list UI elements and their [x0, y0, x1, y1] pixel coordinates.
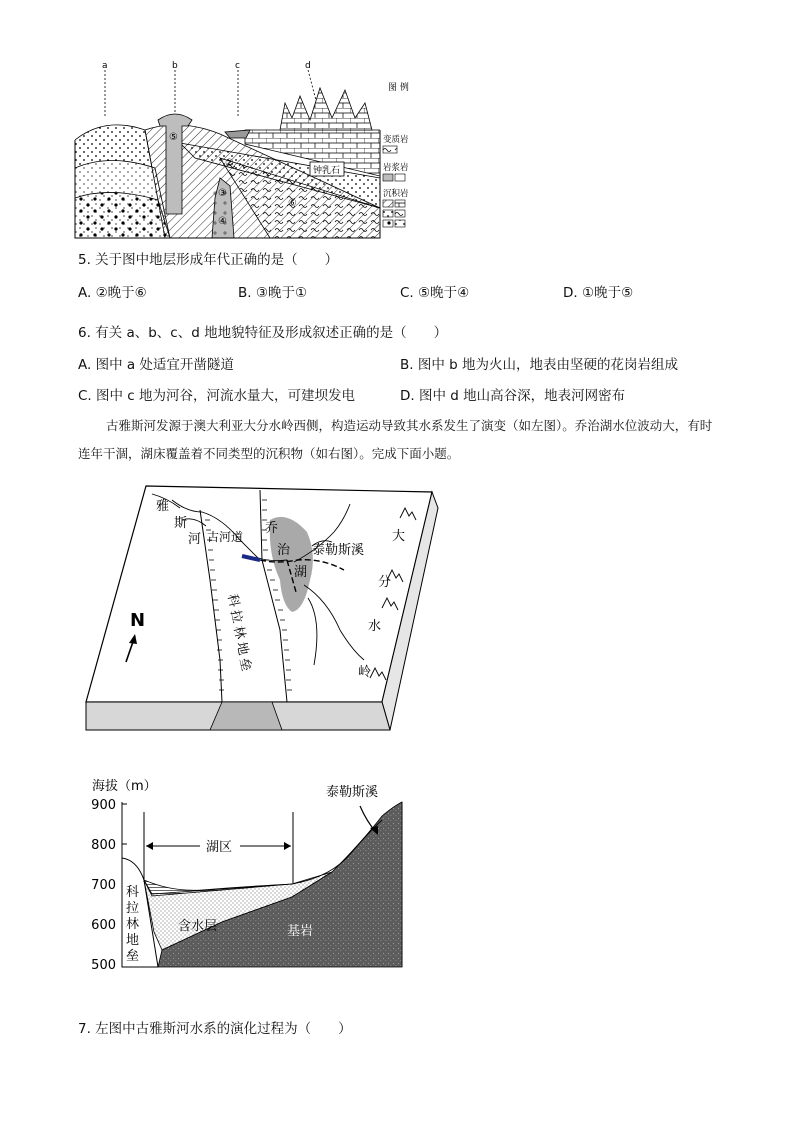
label-ke-profile: 科 [126, 885, 140, 900]
stratum-number-2: ② [225, 158, 234, 169]
label-lin: 林 [230, 624, 248, 641]
label-ke: 科 [224, 592, 242, 609]
bedrock-label: 基岩 [287, 924, 314, 939]
label-lei: 垒 [236, 656, 254, 673]
question-6-stem: 6. 有关 a、b、c、d 地地貌特征及形成叙述正确的是（ ） [78, 325, 448, 341]
label-he: 河 [188, 532, 202, 547]
label-shui: 水 [368, 619, 382, 634]
label-ling: 岭 [358, 665, 372, 680]
question-7-stem: 7. 左图中古雅斯河水系的演化过程为（ ） [78, 1021, 352, 1037]
stratum-number-6: ⑥ [288, 198, 297, 209]
q5-option-b[interactable]: B. ③晚于① [238, 285, 308, 301]
stratum-number-3: ③ [218, 188, 227, 199]
label-di-profile: 地 [126, 933, 140, 948]
cave-label: 钟乳石 [313, 166, 341, 176]
q6-option-c[interactable]: C. 图中 c 地为河谷，河流水量大，可建坝发电 [78, 388, 356, 404]
label-si: 斯 [174, 516, 188, 531]
label-ya: 雅 [156, 499, 170, 514]
reading-passage: 古雅斯河发源于澳大利亚大分水岭西侧，构造运动导致其水系发生了演变（如左图）。乔治湖水位波动大，有时连年干涸，湖床覆盖着不同类型的沉积物（如右图）。完成下面小题。 [78, 418, 713, 461]
q5-option-a[interactable]: A. ②晚于⑥ [78, 285, 147, 301]
y-tick-600: 600 [91, 918, 116, 933]
stratum-number-5: ⑤ [169, 132, 178, 143]
y-tick-500: 500 [91, 958, 116, 973]
north-label: N [130, 610, 146, 631]
label-qiao: 乔 [265, 521, 279, 536]
label-la-profile: 拉 [126, 901, 140, 916]
point-label-a: a [102, 61, 108, 71]
q6-option-a[interactable]: A. 图中 a 处适宜开凿隧道 [78, 357, 234, 373]
y-tick-800: 800 [91, 838, 116, 853]
old-channel-label: 古河道 [207, 530, 244, 544]
lake-area-label: 湖区 [206, 840, 233, 855]
creek-label: 泰勒斯溪 [312, 543, 365, 558]
stratum-number-4: ④ [218, 216, 227, 227]
point-label-b: b [172, 61, 178, 71]
point-label-d: d [305, 61, 311, 71]
aquifer-label: 含水层 [178, 919, 218, 934]
point-label-c: c [235, 61, 240, 71]
q6-option-b[interactable]: B. 图中 b 地为火山，地表由坚硬的花岗岩组成 [400, 357, 678, 373]
label-zhi: 治 [277, 543, 291, 558]
legend-title: 图 例 [388, 83, 409, 93]
y-tick-700: 700 [91, 878, 116, 893]
lake-profile-figure [82, 772, 412, 982]
creek-label-profile: 泰勒斯溪 [326, 785, 379, 800]
label-hu: 湖 [294, 565, 308, 580]
label-da: 大 [392, 529, 406, 544]
question-5-stem: 5. 关于图中地层形成年代正确的是（ ） [78, 252, 339, 268]
y-axis-label: 海拔（m） [92, 779, 157, 794]
geologic-section-figure [70, 58, 410, 242]
q6-option-d[interactable]: D. 图中 d 地山高谷深，地表河网密布 [400, 388, 626, 404]
legend-sedimentary-label: 沉积岩 [383, 189, 409, 199]
label-fen: 分 [378, 575, 392, 590]
label-la: 拉 [227, 608, 245, 625]
label-di: 地 [233, 640, 251, 657]
legend-metamorphic-label: 变质岩 [383, 135, 409, 145]
y-tick-900: 900 [91, 798, 116, 813]
label-lin-profile: 林 [126, 917, 140, 932]
q5-option-d[interactable]: D. ①晚于⑤ [563, 285, 634, 301]
legend-igneous-label: 岩浆岩 [383, 163, 409, 173]
q5-option-c[interactable]: C. ⑤晚于④ [400, 285, 470, 301]
label-lei-profile: 垒 [126, 949, 140, 964]
block-diagram-figure [82, 480, 442, 738]
